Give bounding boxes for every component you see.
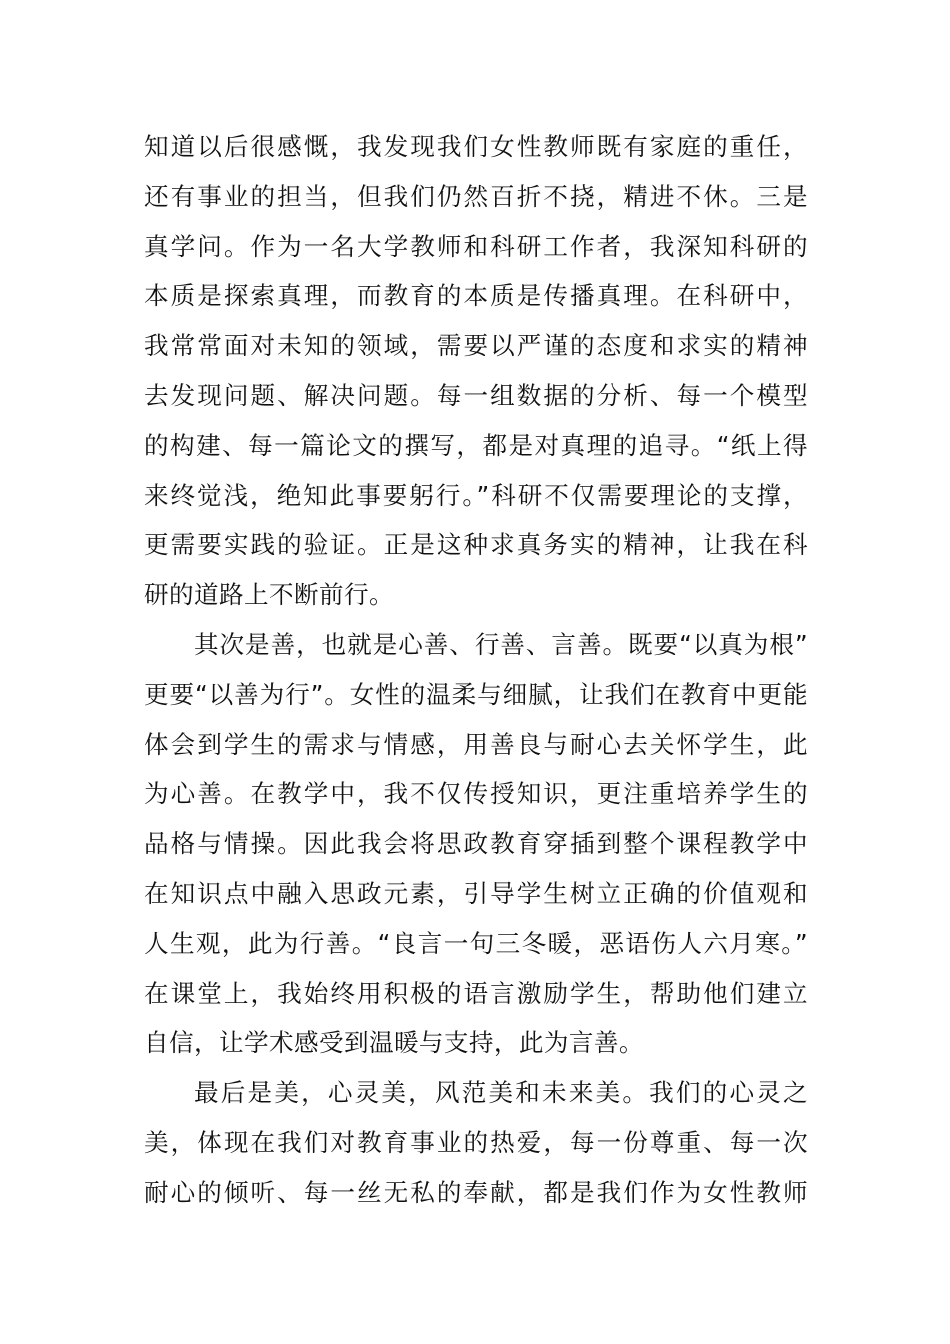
text-line: 耐心的倾听、每一丝无私的奉献，都是我们作为女性教师 — [144, 1177, 808, 1207]
text-line-paragraph-start: 其次是善，也就是心善、行善、言善。既要“以真为根” — [194, 629, 808, 659]
text-line: 我常常面对未知的领域，需要以严谨的态度和求实的精神 — [144, 331, 808, 361]
text-line: 为心善。在教学中，我不仅传授知识，更注重培养学生的 — [144, 779, 808, 809]
text-line: 真学问。作为一名大学教师和科研工作者，我深知科研的 — [144, 231, 808, 261]
text-line: 本质是探索真理，而教育的本质是传播真理。在科研中， — [144, 281, 808, 311]
text-line-paragraph-end: 自信，让学术感受到温暖与支持，此为言善。 — [144, 1028, 644, 1058]
text-line: 体会到学生的需求与情感，用善良与耐心去关怀学生，此 — [144, 729, 808, 759]
text-line-paragraph-start: 最后是美，心灵美，风范美和未来美。我们的心灵之 — [194, 1078, 808, 1108]
text-line: 去发现问题、解决问题。每一组数据的分析、每一个模型 — [144, 380, 808, 410]
text-line: 来终觉浅，绝知此事要躬行。”科研不仅需要理论的支撑， — [144, 480, 808, 510]
text-line: 在知识点中融入思政元素，引导学生树立正确的价值观和 — [144, 878, 808, 908]
text-line: 美，体现在我们对教育事业的热爱，每一份尊重、每一次 — [144, 1127, 808, 1157]
text-line: 更要“以善为行”。女性的温柔与细腻，让我们在教育中更能 — [144, 679, 808, 709]
text-line: 品格与情操。因此我会将思政教育穿插到整个课程教学中 — [144, 829, 808, 859]
text-line: 人生观，此为行善。“良言一句三冬暖，恶语伤人六月寒。” — [144, 928, 808, 958]
text-line-paragraph-end: 研的道路上不断前行。 — [144, 580, 394, 610]
document-body — [144, 122, 808, 1218]
text-line: 的构建、每一篇论文的撰写，都是对真理的追寻。“纸上得 — [144, 430, 808, 460]
text-line: 在课堂上，我始终用积极的语言激励学生，帮助他们建立 — [144, 978, 808, 1008]
text-line: 知道以后很感慨，我发现我们女性教师既有家庭的重任， — [144, 132, 808, 161]
text-line: 更需要实践的验证。正是这种求真务实的精神，让我在科 — [144, 530, 808, 560]
text-line: 还有事业的担当，但我们仍然百折不挠，精进不休。三是 — [144, 181, 808, 211]
